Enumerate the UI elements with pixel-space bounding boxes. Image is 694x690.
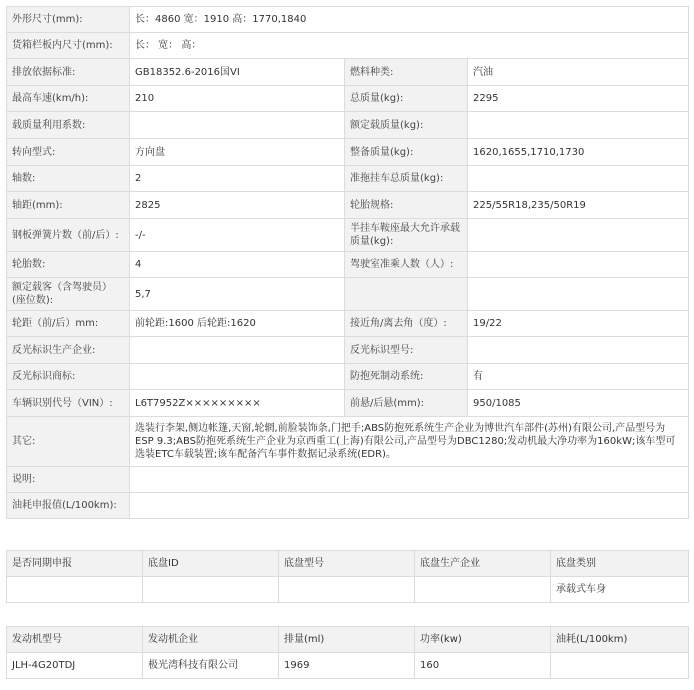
- spec-row: [7, 33, 689, 59]
- chassis-data-cell: [279, 577, 415, 603]
- spec-label: 驾驶室准乘人数（人）:: [345, 252, 468, 278]
- chassis-table: [6, 550, 689, 603]
- spec-row: [7, 467, 689, 493]
- spec-label: 其它:: [7, 417, 130, 467]
- spec-value: 5,7: [130, 278, 345, 311]
- spec-label: 反光标识生产企业:: [7, 337, 130, 364]
- spec-value: [468, 337, 689, 364]
- spec-label: 说明:: [7, 467, 130, 493]
- spec-label: 最高车速(km/h):: [7, 86, 130, 112]
- spec-label: 货箱栏板内尺寸(mm):: [7, 33, 130, 59]
- spec-label: 额定载质量(kg):: [345, 112, 468, 139]
- chassis-header-cell: 底盘类别: [551, 551, 689, 577]
- spec-label: 钢板弹簧片数（前/后）:: [7, 219, 130, 252]
- spec-label: 转向型式:: [7, 139, 130, 166]
- spec-label: 载质量利用系数:: [7, 112, 130, 139]
- spec-value: 选装行李架,侧边帐篷,天窗,轮辋,前脸装饰条,门把手;ABS防抱死系统生产企业为博世汽车部件(苏州)有限公司,产品型号为ESP 9.3;ABS防抱死系统生产企业为京西重工(上海)有限公司,产品型号为DBC1280;发动机最大净功率为160kW;该车型可选装ETC车载装置;该车配备汽车事件数据记录系统(EDR)。: [130, 417, 689, 467]
- spec-value: [468, 112, 689, 139]
- spec-value: 210: [130, 86, 345, 112]
- spec-label: 半挂车鞍座最大允许承载质量(kg):: [345, 219, 468, 252]
- spec-row: [7, 390, 689, 417]
- spec-label: 轴距(mm):: [7, 192, 130, 219]
- spec-value: 950/1085: [468, 390, 689, 417]
- spec-value: 225/55R18,235/50R19: [468, 192, 689, 219]
- spec-label: 接近角/离去角（度）:: [345, 311, 468, 337]
- engine-data-cell: 160: [415, 653, 551, 679]
- chassis-data-cell: [143, 577, 279, 603]
- spec-label: 总质量(kg):: [345, 86, 468, 112]
- chassis-data-cell: [415, 577, 551, 603]
- spec-label: 轮胎规格:: [345, 192, 468, 219]
- chassis-header-cell: 底盘型号: [279, 551, 415, 577]
- engine-data-cell: JLH-4G20TDJ: [7, 653, 143, 679]
- engine-header-cell: 发动机企业: [143, 627, 279, 653]
- engine-header-cell: 油耗(L/100km): [551, 627, 689, 653]
- chassis-data-cell: [7, 577, 143, 603]
- spec-row: [7, 311, 689, 337]
- spec-label: 油耗申报值(L/100km):: [7, 493, 130, 519]
- spec-value: L6T7952Z×××××××××: [130, 390, 345, 417]
- spec-value: [130, 112, 345, 139]
- spec-label: 反光标识型号:: [345, 337, 468, 364]
- spec-value: 前轮距:1600 后轮距:1620: [130, 311, 345, 337]
- spec-row: [7, 7, 689, 33]
- spec-label: 轮距（前/后）mm:: [7, 311, 130, 337]
- engine-header-row: [7, 627, 689, 653]
- spec-value: [468, 278, 689, 311]
- spec-label: 额定载客（含驾驶员）(座位数):: [7, 278, 130, 311]
- engine-data-cell: [551, 653, 689, 679]
- chassis-data-row: [7, 577, 689, 603]
- spec-label: 防抱死制动系统:: [345, 364, 468, 390]
- spec-row: [7, 192, 689, 219]
- spec-value: [130, 467, 689, 493]
- spec-label: 反光标识商标:: [7, 364, 130, 390]
- spec-label: 车辆识别代号（VIN）:: [7, 390, 130, 417]
- spec-label: 外形尺寸(mm):: [7, 7, 130, 33]
- spec-label: 准拖挂车总质量(kg):: [345, 166, 468, 192]
- spec-row: [7, 252, 689, 278]
- spec-label: 轴数:: [7, 166, 130, 192]
- engine-data-cell: 极光湾科技有限公司: [143, 653, 279, 679]
- spec-value: GB18352.6-2016国VI: [130, 59, 345, 86]
- spec-value: [468, 219, 689, 252]
- vehicle-spec-table: [6, 6, 689, 519]
- spec-value: 19/22: [468, 311, 689, 337]
- spec-row: [7, 86, 689, 112]
- spec-label: 燃料种类:: [345, 59, 468, 86]
- spec-value: 2295: [468, 86, 689, 112]
- spec-value: [130, 337, 345, 364]
- chassis-header-row: [7, 551, 689, 577]
- chassis-data-cell: 承载式车身: [551, 577, 689, 603]
- engine-header-cell: 功率(kw): [415, 627, 551, 653]
- chassis-header-cell: 底盘生产企业: [415, 551, 551, 577]
- spec-value: 汽油: [468, 59, 689, 86]
- engine-table: [6, 626, 689, 679]
- spec-value: 2825: [130, 192, 345, 219]
- spec-row: [7, 337, 689, 364]
- spec-value: 长： 宽： 高：: [130, 33, 689, 59]
- spec-row: [7, 364, 689, 390]
- spec-row: [7, 166, 689, 192]
- engine-header-cell: 排量(ml): [279, 627, 415, 653]
- engine-data-row: [7, 653, 689, 679]
- spec-value: [468, 166, 689, 192]
- spec-value: [130, 493, 689, 519]
- spec-row: [7, 493, 689, 519]
- spec-label: 轮胎数:: [7, 252, 130, 278]
- spec-value: 1620,1655,1710,1730: [468, 139, 689, 166]
- spec-value: 4: [130, 252, 345, 278]
- chassis-header-cell: 底盘ID: [143, 551, 279, 577]
- spec-value: 2: [130, 166, 345, 192]
- spec-row: [7, 112, 689, 139]
- spec-value: -/-: [130, 219, 345, 252]
- spec-row: [7, 417, 689, 467]
- spec-label: [345, 278, 468, 311]
- chassis-header-cell: 是否同期申报: [7, 551, 143, 577]
- spec-value: 长：4860 宽：1910 高：1770,1840: [130, 7, 689, 33]
- spec-value: 有: [468, 364, 689, 390]
- spec-row: [7, 219, 689, 252]
- engine-header-cell: 发动机型号: [7, 627, 143, 653]
- spec-row: [7, 139, 689, 166]
- spec-value: [468, 252, 689, 278]
- spec-value: [130, 364, 345, 390]
- spec-label: 前悬/后悬(mm):: [345, 390, 468, 417]
- spec-row: [7, 59, 689, 86]
- spec-label: 排放依据标准:: [7, 59, 130, 86]
- spec-row: [7, 278, 689, 311]
- spec-label: 整备质量(kg):: [345, 139, 468, 166]
- engine-data-cell: 1969: [279, 653, 415, 679]
- spec-value: 方向盘: [130, 139, 345, 166]
